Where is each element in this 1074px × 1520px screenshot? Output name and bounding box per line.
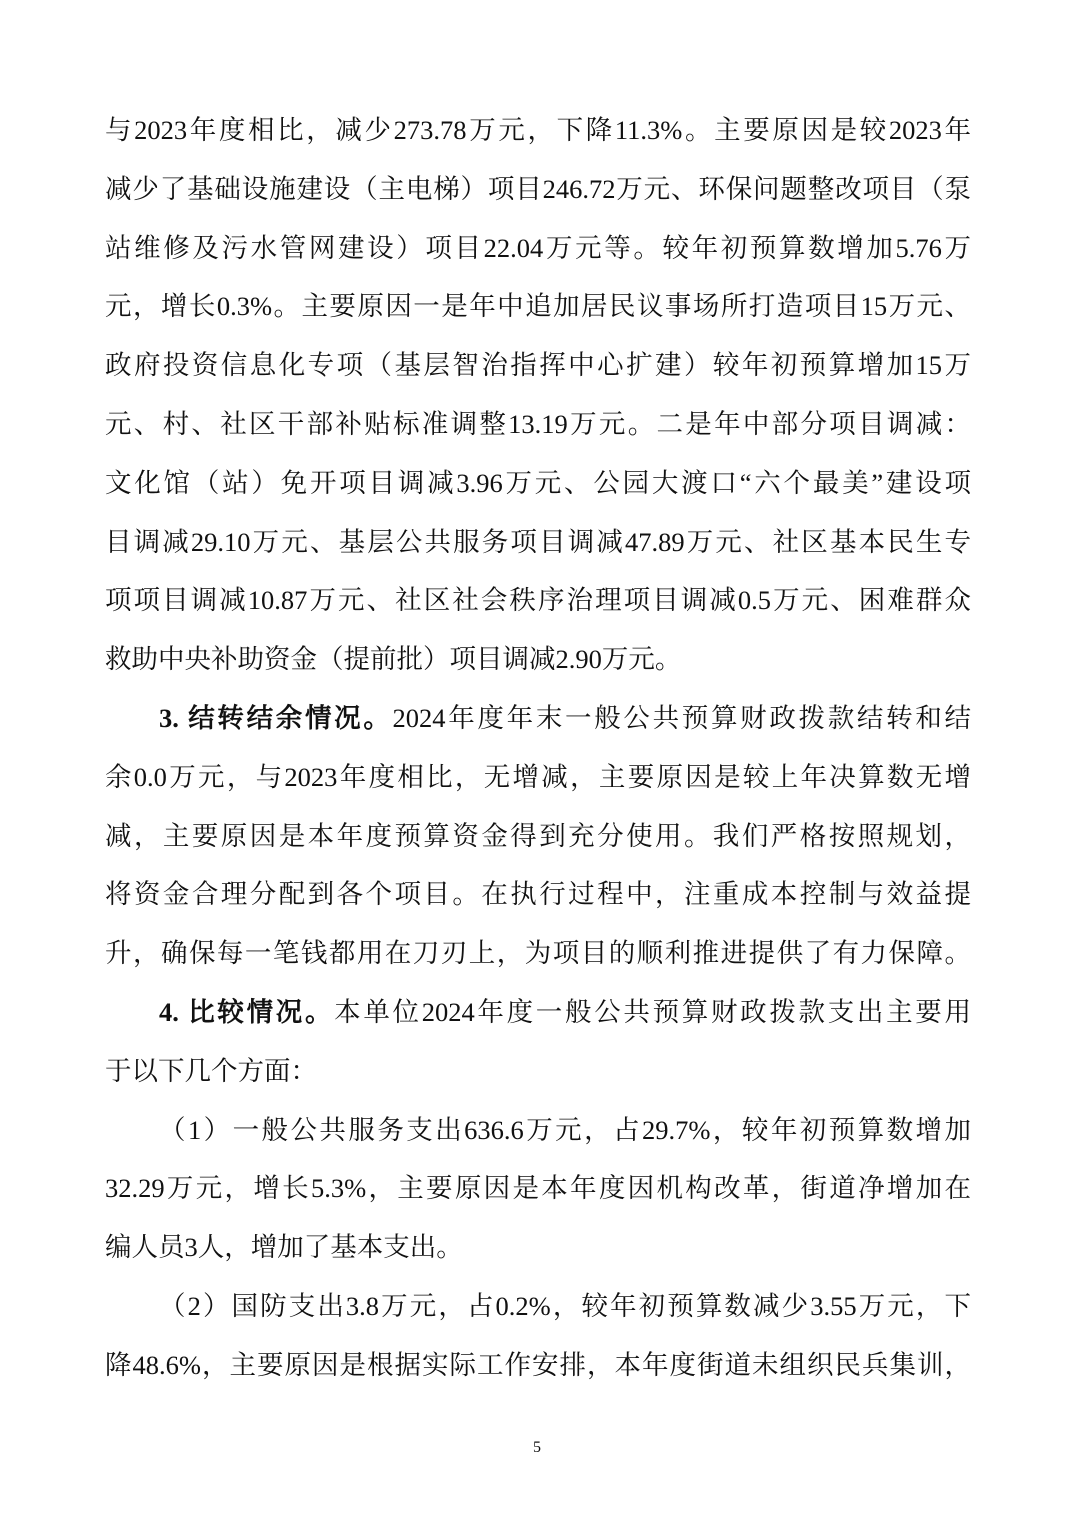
text-span: 本单位2024年度一般公共预算财政拨款支出主要用 [334,996,971,1027]
text-line: 目调减29.10万元、基层公共服务项目调减47.89万元、社区基本民生专 [105,526,971,557]
text-line: 减少了基础设施建设（主电梯）项目246.72万元、环保问题整改项目（泵 [105,173,971,204]
text-line: 救助中央补助资金（提前批）项目调减2.90万元。 [105,644,682,675]
text-line: 于以下几个方面： [105,1055,317,1086]
text-line: 32.29万元，增长5.3%，主要原因是本年度因机构改革，街道净增加在 [105,1173,971,1204]
text-line: （1）一般公共服务支出636.6万元，占29.7%，较年初预算数增加 [159,1114,971,1145]
text-line [105,983,971,1042]
section-heading: 4. 比较情况。 [159,996,335,1027]
text-line: 将资金合理分配到各个项目。在执行过程中，注重成本控制与效益提 [105,879,971,910]
text-span: 2024年度年末一般公共预算财政拨款结转和结 [392,702,971,733]
text-line: 减，主要原因是本年度预算资金得到充分使用。我们严格按照规划， [105,820,971,851]
text-line: 文化馆（站）免开项目调减3.96万元、公园大渡口“六个最美”建设项 [105,467,971,498]
text-line: 项项目调减10.87万元、社区社会秩序治理项目调减0.5万元、困难群众 [105,585,971,616]
text-line [105,689,971,748]
text-line: 与2023年度相比，减少273.78万元，下降11.3%。主要原因是较2023年 [105,115,971,145]
section-heading: 3. 结转结余情况。 [159,702,393,733]
text-line: 余0.0万元，与2023年度相比，无增减，主要原因是较上年决算数无增 [105,761,971,792]
text-line: 站维修及污水管网建设）项目22.04万元等。较年初预算数增加5.76万 [105,232,971,263]
text-line: 元、村、社区干部补贴标准调整13.19万元。二是年中部分项目调减： [105,408,971,439]
text-line: 政府投资信息化专项（基层智治指挥中心扩建）较年初预算增加15万 [105,350,971,381]
text-line: 升，确保每一笔钱都用在刀刃上，为项目的顺利推进提供了有力保障。 [105,938,971,969]
page-number: 5 [533,1439,541,1456]
text-line: 编人员3人，增加了基本支出。 [105,1232,463,1263]
text-line: 降48.6%，主要原因是根据实际工作安排，本年度街道未组织民兵集训， [105,1349,971,1380]
text-line: 元，增长0.3%。主要原因一是年中追加居民议事场所打造项目15万元、 [105,291,971,322]
text-line: （2）国防支出3.8万元，占0.2%，较年初预算数减少3.55万元，下 [159,1290,971,1321]
body-text [105,101,971,1395]
